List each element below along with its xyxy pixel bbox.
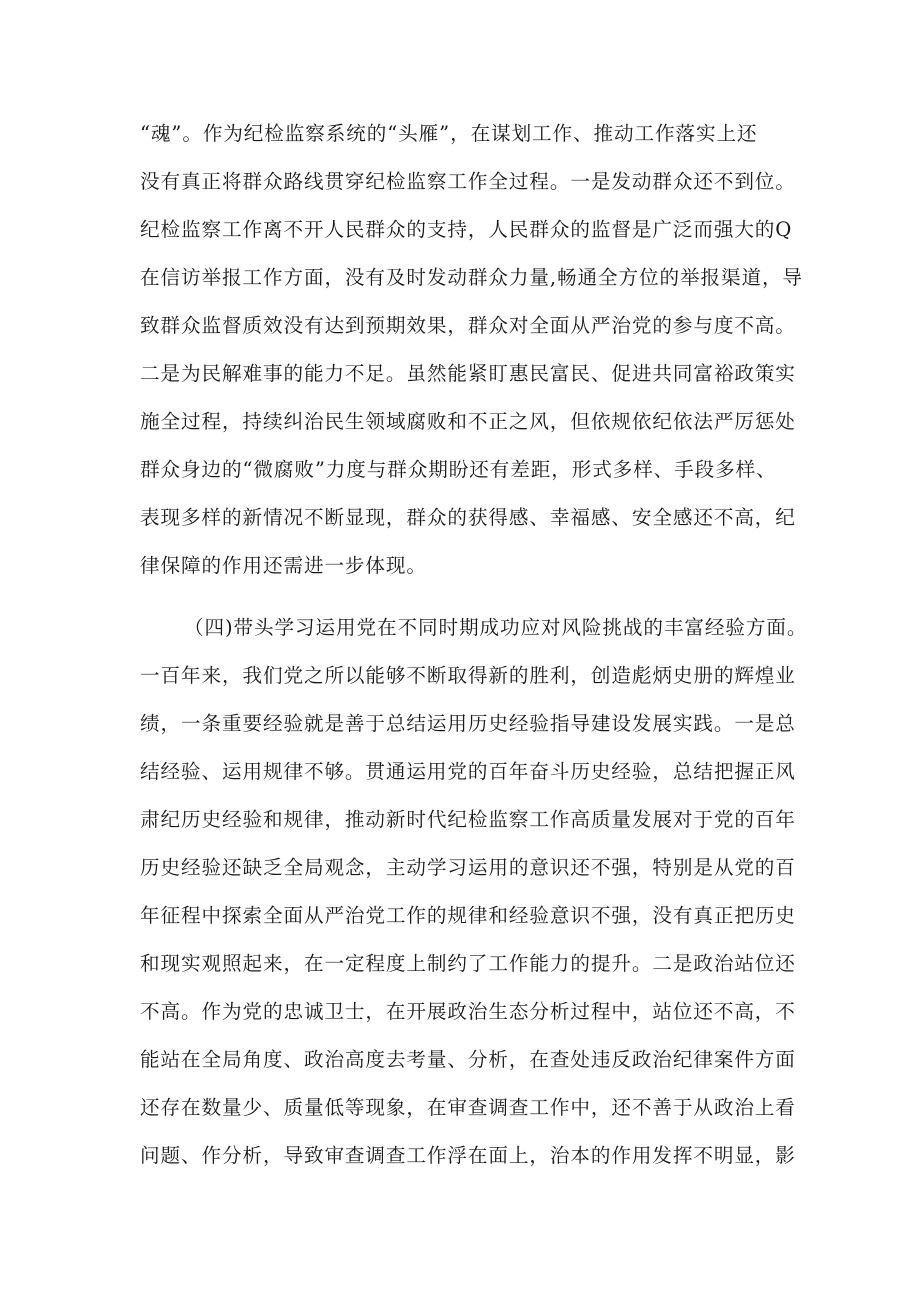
text-line: 二是为民解难事的能力不足。虽然能紧盯惠民富民、促进共同富裕政策实 xyxy=(140,362,796,385)
text-line: 问题、作分析，导致审查调查工作浮在面上，治本的作用发挥不明显，影 xyxy=(140,1144,796,1167)
text-line: 纪检监察工作离不开人民群众的支持，人民群众的监督是广泛而强大的Q xyxy=(140,218,793,241)
paragraph-2 xyxy=(140,604,808,1180)
text-line: 结经验、运用规律不够。贯通运用党的百年奋斗历史经验，总结把握正风 xyxy=(140,760,796,783)
text-line: 还存在数量少、质量低等现象，在审查调查工作中，还不善于从政治上看 xyxy=(140,1096,796,1119)
text-line: 表现多样的新情况不断显现，群众的获得感、幸福感、安全感还不高，纪 xyxy=(140,506,796,529)
text-line: 没有真正将群众路线贯穿纪检监察工作全过程。一是发动群众还不到位。 xyxy=(140,170,796,193)
text-line: 一百年来，我们党之所以能够不断取得新的胜利，创造彪炳史册的辉煌业 xyxy=(140,664,796,687)
text-line: 历史经验还缺乏全局观念，主动学习运用的意识还不强，特别是从党的百 xyxy=(140,856,796,879)
text-line: 致群众监督质效没有达到预期效果，群众对全面从严治党的参与度不高。 xyxy=(140,314,796,337)
text-line: 不高。作为党的忠诚卫士，在开展政治生态分析过程中，站位还不高，不 xyxy=(140,1000,796,1023)
text-line: 和现实观照起来，在一定程度上制约了工作能力的提升。二是政治站位还 xyxy=(140,952,796,975)
text-line: 绩，一条重要经验就是善于总结运用历史经验指导建设发展实践。一是总 xyxy=(140,712,796,735)
text-line: 在信访举报工作方面，没有及时发动群众力量,畅通全方位的举报渠道，导 xyxy=(140,266,803,289)
text-line: 肃纪历史经验和规律，推动新时代纪检监察工作高质量发展对于党的百年 xyxy=(140,808,796,831)
section-heading-line: （四)带头学习运用党在不同时期成功应对风险挑战的丰富经验方面。 xyxy=(184,616,808,639)
text-line: 年征程中探索全面从严治党工作的规律和经验意识不强，没有真正把历史 xyxy=(140,904,796,927)
text-line: 能站在全局角度、政治高度去考量、分析，在查处违反政治纪律案件方面 xyxy=(140,1048,796,1071)
text-line: “魂”。作为纪检监察系统的“头雁”，在谋划工作、推动工作落实上还 xyxy=(140,122,758,145)
text-line: 施全过程，持续纠治民生领域腐败和不正之风，但依规依纪依法严厉惩处 xyxy=(140,410,796,433)
text-line: 群众身边的“微腐败”力度与群众期盼还有差距，形式多样、手段多样、 xyxy=(140,458,777,481)
paragraph-1 xyxy=(140,110,803,590)
text-line: 律保障的作用还需进一步体现。 xyxy=(140,554,427,577)
